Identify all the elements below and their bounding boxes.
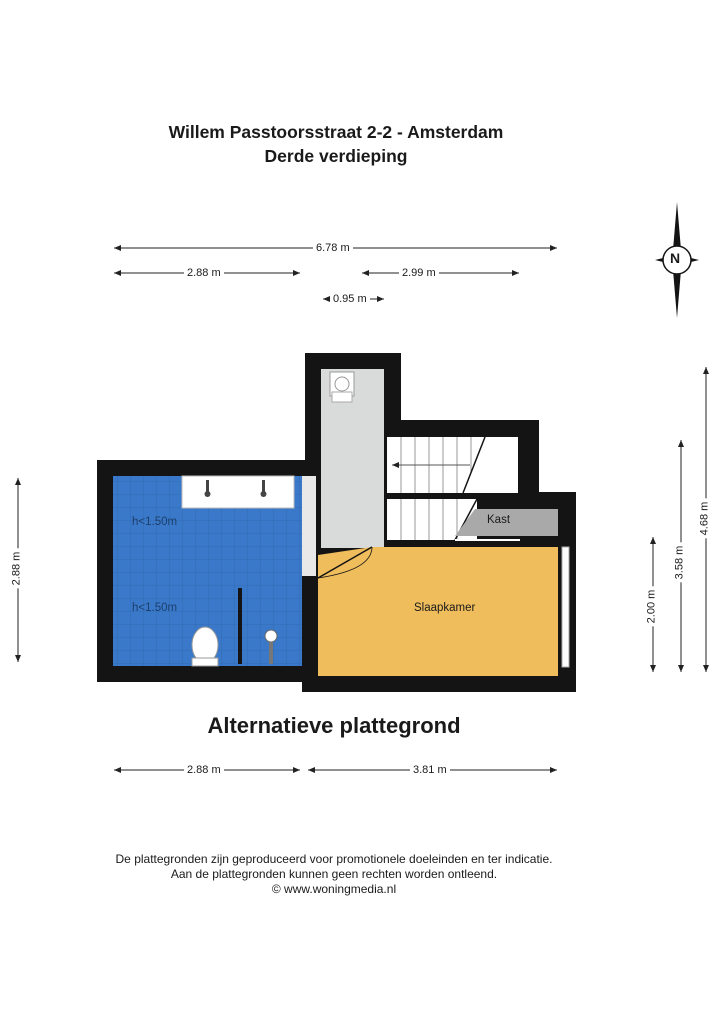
- dim-bottom-right: 3.81 m: [410, 764, 450, 777]
- dim-right-b: 3.58 m: [673, 543, 686, 583]
- room-label-bedroom: Slaapkamer: [414, 602, 476, 614]
- height-note-upper: h<1.50m: [132, 516, 178, 528]
- dim-top-small: 0.95 m: [330, 293, 370, 306]
- dim-left-height: 2.88 m: [10, 549, 23, 589]
- shower-screen: [238, 588, 242, 664]
- footer-disclaimer-1: De plattegronden zijn geproduceerd voor promotionele doeleinden en ter indicatie.: [115, 852, 553, 866]
- dim-top-total: 6.78 m: [313, 242, 353, 255]
- height-note-lower: h<1.50m: [132, 602, 178, 614]
- dim-bottom-left: 2.88 m: [184, 764, 224, 777]
- plan-title: Alternatieve plattegrond: [207, 713, 461, 738]
- compass-north-label: N: [670, 250, 681, 266]
- dim-top-right: 2.99 m: [399, 267, 439, 280]
- room-label-closet: Kast: [487, 514, 511, 526]
- window: [562, 547, 569, 667]
- dim-right-c: 4.68 m: [698, 499, 711, 539]
- dim-right-a: 2.00 m: [645, 587, 658, 627]
- footer-copyright: © www.woningmedia.nl: [271, 882, 397, 896]
- toilet-icon: [192, 627, 218, 666]
- floor-name: Derde verdieping: [264, 146, 408, 166]
- sink-counter: [182, 476, 294, 508]
- footer-disclaimer-2: Aan de plattegronden kunnen geen rechten worden ontleend.: [170, 867, 498, 881]
- dim-top-left: 2.88 m: [184, 267, 224, 280]
- plan-address: Willem Passtoorsstraat 2-2 - Amsterdam: [168, 122, 504, 142]
- washing-machine-icon: [330, 372, 354, 402]
- dimension-lines-top: [114, 248, 557, 299]
